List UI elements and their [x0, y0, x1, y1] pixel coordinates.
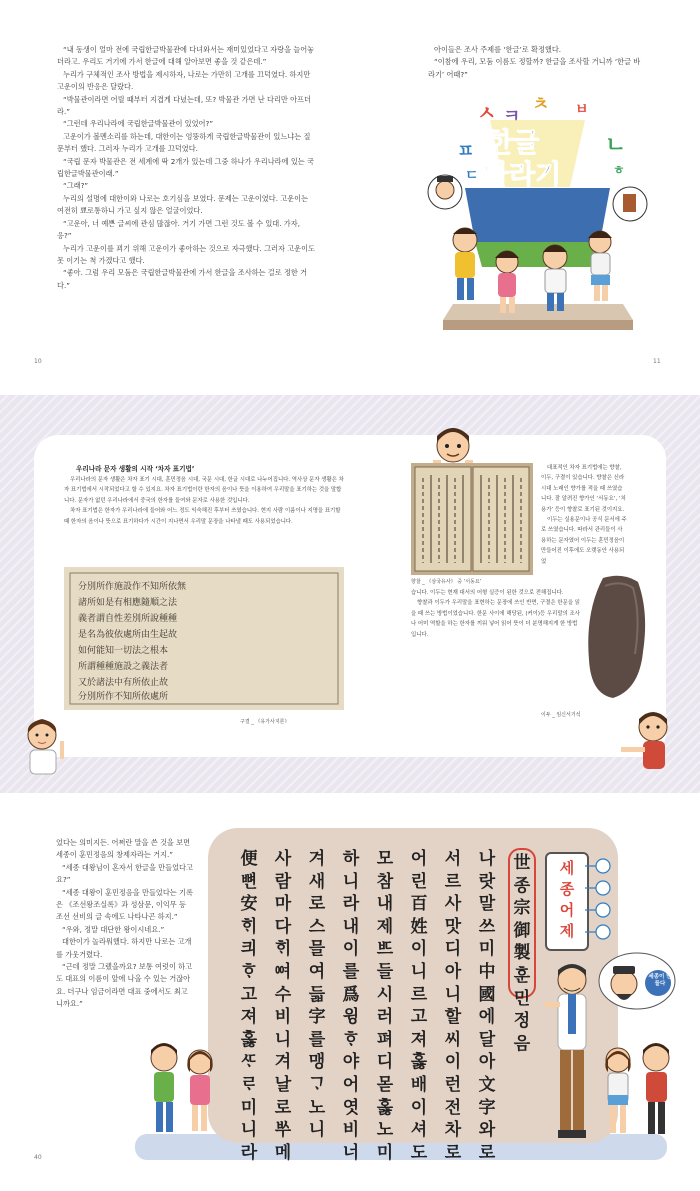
caption-gugyeol: 구결 _ 《유가사지론》: [240, 719, 290, 725]
paragraph: “박물관이라면 어릴 때부터 지겹게 다녔는데, 또? 박물관 가면 난 다리만 아프더라.”: [57, 94, 311, 117]
paragraph: “그래?”: [63, 181, 89, 191]
cartouche-text: 세종어제: [559, 859, 575, 940]
svg-text:如何能知一切法之根本: 如何能知一切法之根本: [78, 646, 169, 656]
teacher-illustration: [540, 962, 600, 1142]
paragraph: 아이들은 조사 주제를 ‘한글’로 확정했다.: [434, 45, 562, 54]
paragraph: 누리가 고운이를 꾀기 위해 고운이가 좋아하는 것으로 자극했다. 그러자 고운이도 못 이기는 척 가겠다고 했다.: [57, 243, 315, 265]
text-column: 겨새로스믈여듧字를맹ᄀᆞ노니: [308, 849, 326, 1141]
gugyeol-manuscript-image: [64, 567, 344, 710]
sidebar-body: [64, 475, 344, 527]
svg-text:ㄷ: ㄷ: [465, 168, 479, 184]
page-11-text: [428, 44, 646, 81]
svg-text:是名為彼依處所由生起故: 是名為彼依處所由生起故: [78, 630, 178, 640]
paragraph: 이두는 실용문이나 공식 문서에 주로 쓰였습니다. 따라서 관리들이 사용하는 문자였어 이두는 훈민정음이 만들어진 이후에도 오랫동안 사용되었: [541, 517, 627, 565]
imsin-stone-image: [583, 572, 653, 702]
paragraph: 우리나라의 문자 생활은 차자 표기 시대, 훈민정음 시대, 국문 시대, 한글 시대로 나누어집니다. 역사상 문자 생활은 차자 표기법에서 시작되었다고 할 수 있지요. 차자 표기법이란 한자의 음이나 뜻을 이용하여 우리말을 표기하는 것을 말합니다. 문자가 없던 우리나라에서 중국의 한자를 들여와 문자로 사용한 것입니다.: [64, 477, 344, 504]
text-column: 모참내제ᄠᅳ들시러펴디몯홇노미: [376, 849, 394, 1163]
svg-text:諸所如是有相應隨順之法: 諸所如是有相應隨順之法: [78, 598, 178, 608]
text-column: 便뼌安ᄒᆡ킈ᄒᆞ고져홇ᄯᆞᄅᆞ미니라: [240, 849, 258, 1163]
text-column: 나랏말쓰미中國에달아文字와로: [478, 849, 496, 1163]
paragraph: “세종 대왕이 훈민정음을 만들었다는 기록은 《조선왕조실록》과 성삼문, 이익무 등 조선 선비의 글 속에도 나타나곤 하지.”: [56, 887, 193, 922]
page-10-text: [57, 44, 315, 292]
page-number-40: 40: [34, 1154, 42, 1161]
caption-hyangchal: 향찰 _ 《삼국유사》 중 ‘서동요’: [411, 579, 482, 585]
paragraph: 누리의 설명에 대한이와 나로는 호기심을 보였다. 문제는 고운이였다. 고운이는 여전히 뾰로통하니 가고 싶지 않은 얼굴이었다.: [57, 193, 309, 216]
paragraph: 었다는 의미지든. 어쩌란 말을 쓴 것을 보면 세종이 훈민정음의 창제자라는 거지.”: [56, 838, 191, 860]
text-column: 사람마다ᄒᆡᅇᅧ수비니겨날로ᄡᅮ메: [274, 849, 292, 1163]
hyangchal-book-image: [411, 463, 533, 575]
sidebar-bottom-text: [411, 588, 581, 640]
text-column: 서르사맛디아니할씨이런전차로: [444, 849, 462, 1163]
paragraph: “내 동생이 얼마 전에 국립한글박물관에 다녀와서는 재미있었다고 자랑을 늘어놓더라고. 우리도 거기에 가서 한글에 대해 알아보면 좋을 것 같은데.”: [57, 45, 315, 67]
svg-text:한글: 한글: [487, 128, 540, 159]
svg-text:義者謂自性差別所說種種: 義者謂自性差別所說種種: [78, 614, 178, 624]
sidebar-right-text: [541, 463, 627, 567]
title-column: 世종宗御製훈민정음: [508, 848, 536, 998]
paragraph: 고운이가 볼멘소리를 하는데, 대한이는 엉뚱하게 국립한글박물관이 있느냐는 질문부터 했다. 그러자 누리가 고개를 끄덕였다.: [57, 131, 311, 154]
svg-text:ㅋ: ㅋ: [503, 106, 521, 127]
svg-text:所謂種種施設之義法者: 所謂種種施設之義法者: [78, 662, 169, 672]
page-40-text: [56, 837, 194, 1011]
svg-text:ㅂ: ㅂ: [575, 102, 589, 118]
sidebar-title: 우리나라 문자 생활의 시작 ‘차자 표기법’: [76, 465, 195, 473]
svg-text:ㅊ: ㅊ: [532, 94, 550, 115]
svg-text:分別所作不知所依處所: 分別所作不知所依處所: [78, 692, 169, 702]
svg-text:ㅅ: ㅅ: [477, 101, 497, 125]
sejong-cartouche: [545, 852, 589, 951]
page-number-11: 11: [653, 358, 661, 365]
paragraph: “국립 문자 박물관은 전 세계에 딱 2개가 있는데 그중 하나가 우리나라에 있는 국립한글박물관이래.”: [57, 156, 314, 179]
girl-illustration: [20, 713, 70, 778]
svg-text:바라기: 바라기: [483, 160, 562, 191]
svg-text:ㅎ: ㅎ: [613, 163, 625, 177]
paragraph: “근데 정말 그랬을까요? 보통 여럿이 하고도 대표의 이름이 앞에 나올 수 있는 거잖아요. 더구나 임금이라면 대표 중에서도 최고니까요.”: [56, 962, 193, 1009]
paragraph: 대한이가 놀라워했다. 하지만 나로는 고개를 가웃거렸다.: [56, 937, 192, 959]
paragraph: “그런데 우리나라에 국립한글박물관이 있었어?”: [63, 119, 214, 129]
hangeul-baragi-illustration: [425, 92, 650, 340]
cartouche-connectors: [585, 852, 613, 947]
svg-text:又於諸法中有所依止故: 又於諸法中有所依止故: [78, 678, 169, 688]
boy-pointing-illustration: [617, 705, 675, 775]
paragraph: “이참에 우리, 모둠 이름도 정할까? 한글을 조사할 거니까 ‘한글 바라기’ 어때?”: [428, 57, 641, 79]
students-right-illustration: [598, 1040, 678, 1140]
students-left-illustration: [142, 1038, 222, 1138]
paragraph: 대표적인 차자 표기법에는 향찰, 이두, 구결이 있습니다. 향찰은 신라 시대 노래인 향가를 적을 때 쓰였습니다. 잘 알려진 향가인 ‘서동요’, ‘처용가’ 등이 향찰로 표기된 것이지요.: [541, 465, 626, 513]
paragraph: 향찰과 이두가 우리말을 표현하는 문장에 쓰인 반면, 구결은 한문을 읽을 때 쓰는 방법이었습니다. 한문 사이에 해당된, (커이)등 우리말의 조사나 어미 역할을 하는 한자를 끼워 넣어 읽어 뜻이 더 분명해지게 한 방법입니다.: [411, 600, 580, 638]
paragraph: 습니다. 이두는 현재 대서의 어형 실증이 된한 것으로 전해집니다.: [411, 590, 564, 596]
page-number-10: 10: [34, 358, 42, 365]
paragraph: “고운아, 너 예쁜 글씨에 관심 많잖아. 거기 가면 그런 것도 볼 수 있대. 가자, 응?”: [57, 218, 300, 241]
paragraph: 차자 표기법은 한자가 우리나라에 들어와 어느 정도 익숙해진 후부터 쓰였습니다. 현지 사람 이름이나 지명을 표기할 때 한자의 음이나 뜻으로 표기하다가 시간이 지나면서 우리말 문장을 나타낼 때도 사용되었습니다.: [64, 508, 341, 525]
paragraph: 누리가 구체적인 조사 방법을 제시하자, 나로는 가만히 고개를 끄덕였다. 하지만 고운이의 반응은 달랐다.: [57, 69, 311, 92]
svg-text:ㄴ: ㄴ: [605, 133, 627, 158]
svg-text:分別所作施設作不知所依無: 分別所作施設作不知所依無: [78, 582, 187, 592]
paragraph: “세종 대왕님이 혼자서 한글을 만들었다고요?”: [56, 862, 193, 885]
caption-stone: 이두 _ 임신서기석: [541, 712, 581, 718]
paragraph: “우와, 정말 대단한 왕이시네요.”: [62, 924, 165, 934]
svg-text:ㅍ: ㅍ: [457, 141, 475, 162]
speech-bubble-text: 세종이 만들다: [648, 974, 672, 987]
text-column: 하니라내이를爲윙ᄒᆞ야어엿비너: [342, 849, 360, 1163]
text-column: 어린百姓이니르고져홇배이셔도: [410, 849, 428, 1163]
paragraph: “좋아. 그럼 우리 모둠은 국립한글박물관에 가서 한글을 조사하는 걸로 정한 거다.”: [57, 268, 308, 290]
